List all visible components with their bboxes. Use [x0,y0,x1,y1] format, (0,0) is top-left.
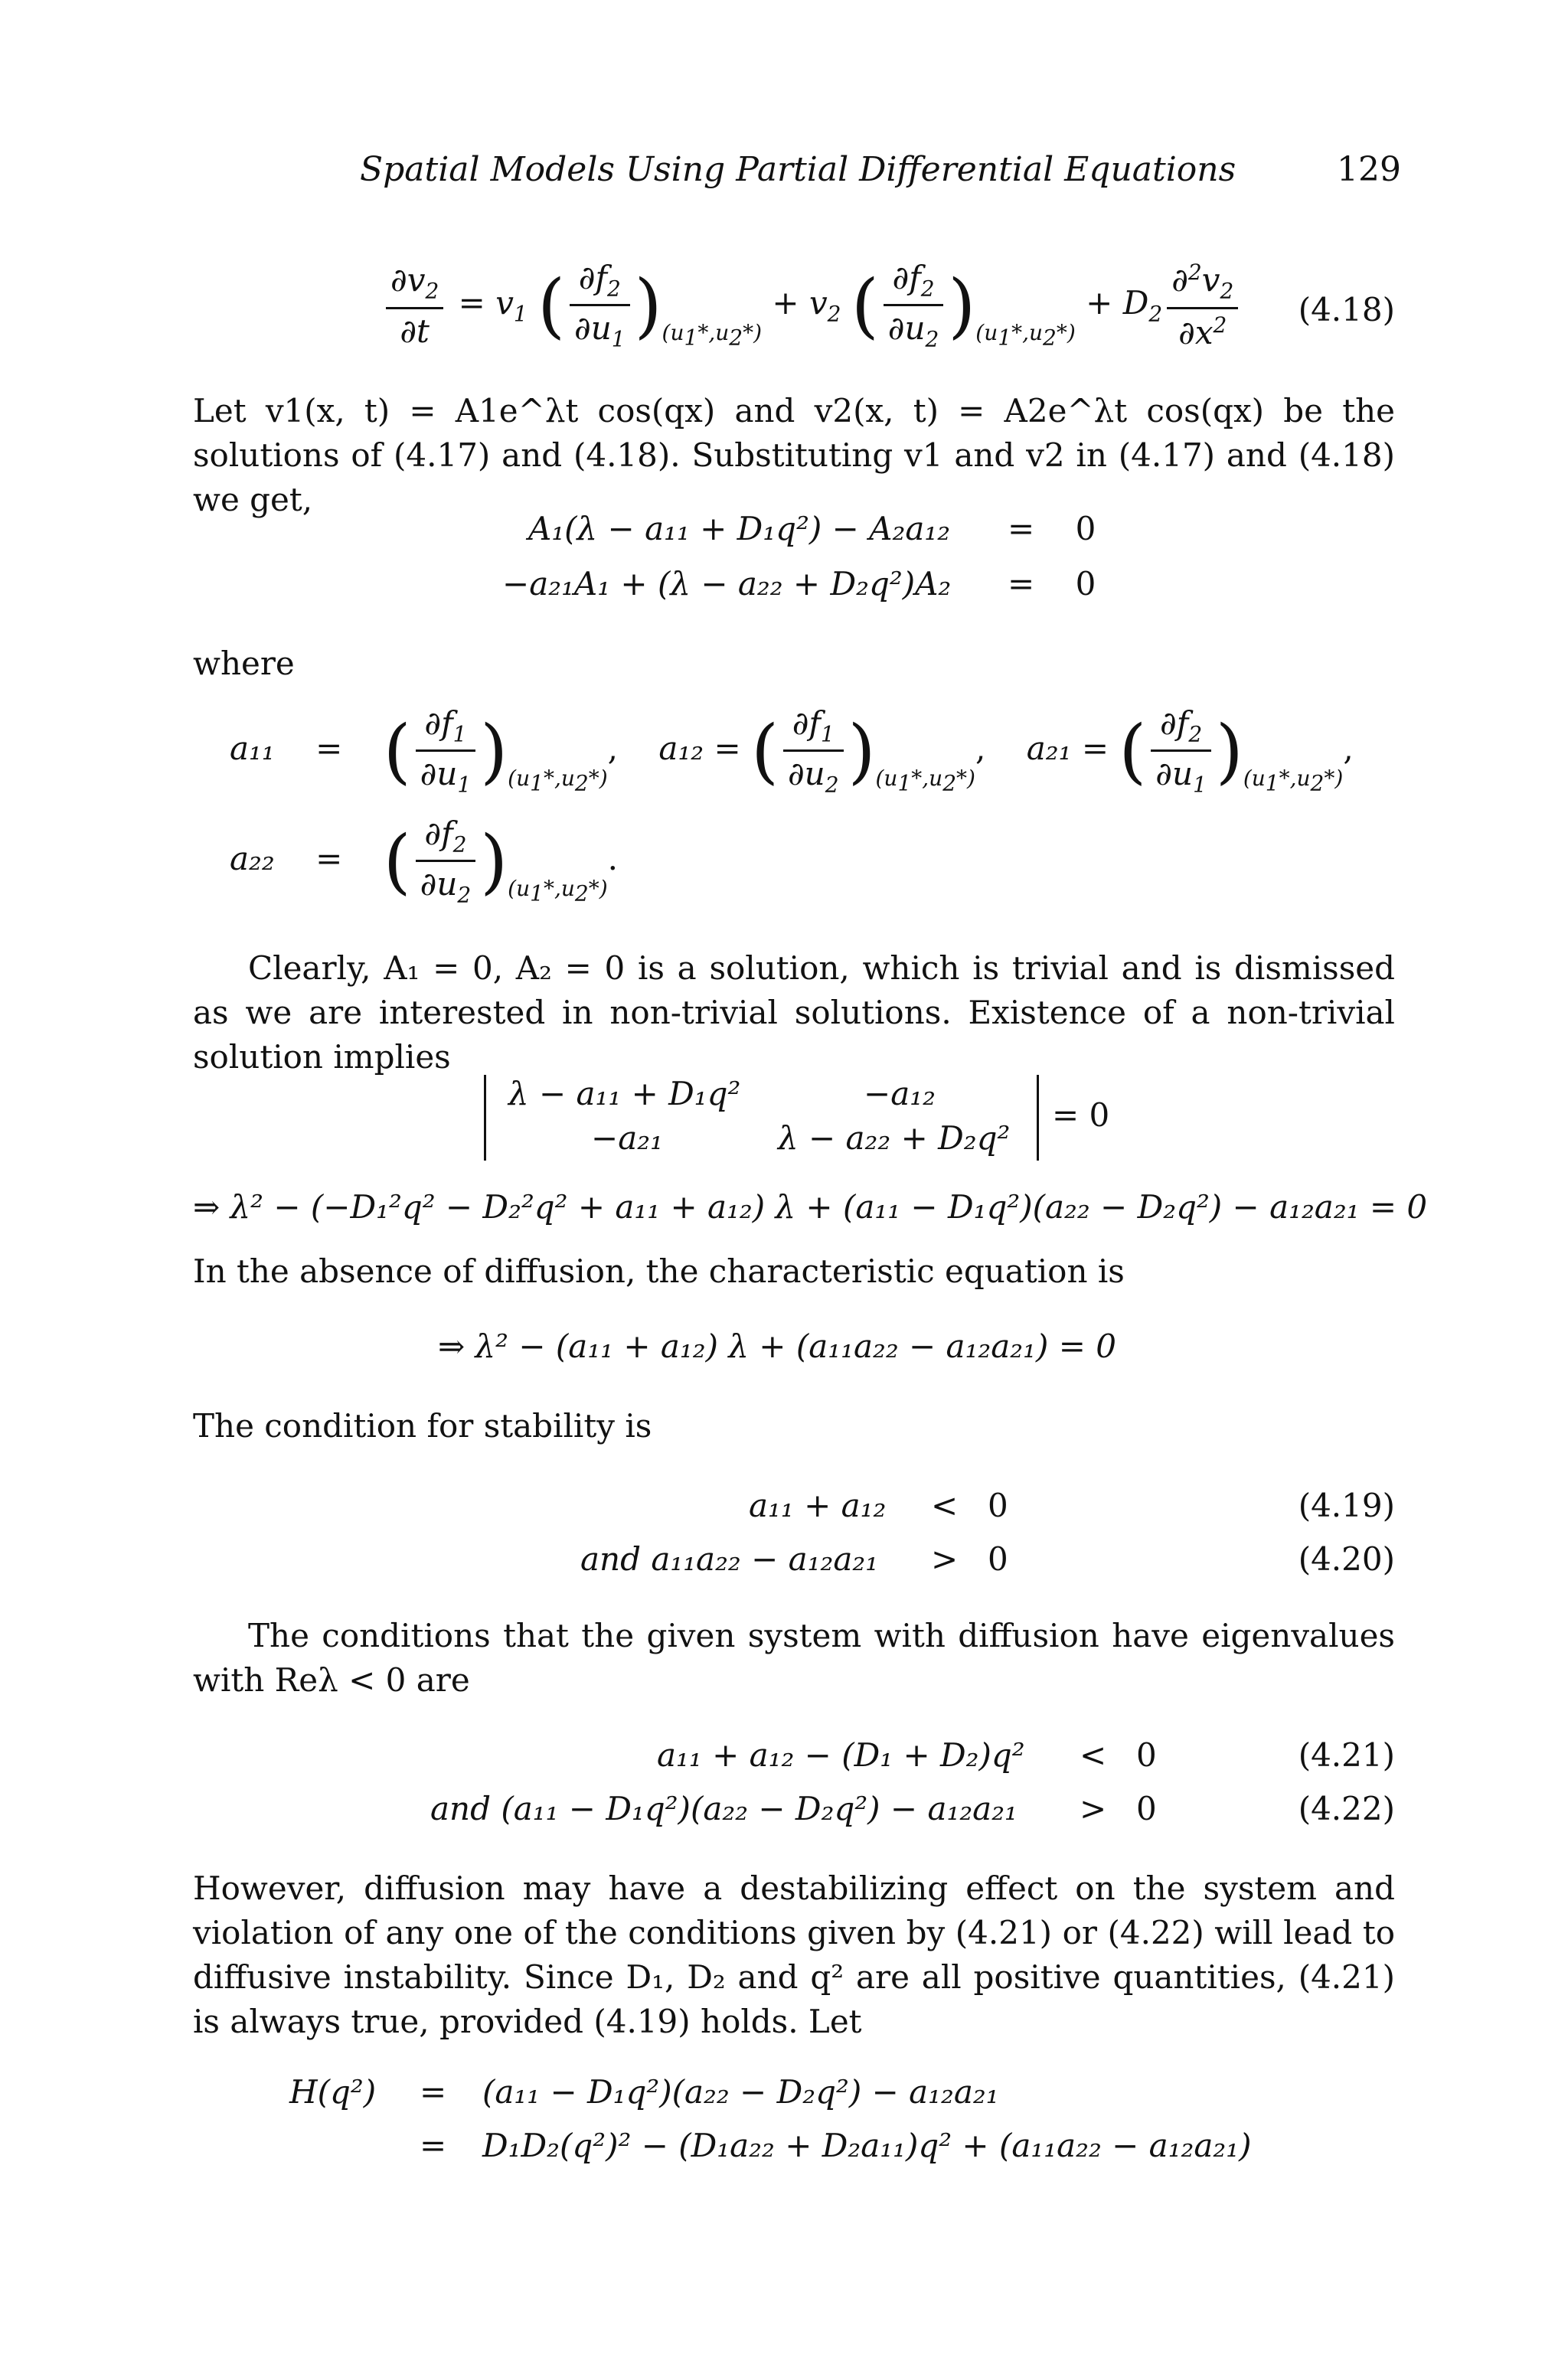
condition-4-21-rhs: 0 [1136,1736,1157,1774]
h-definition-lhs: H(q²) [289,2073,377,2111]
equation-number-4-20: (4.20) [1298,1540,1395,1578]
coefficient-definitions-row-1: a₁₁ = ( $\frac{\partial f_1}{\partial u_1}$ )$_{(u_1*,u_2*)}$, a₁₂ = ( $\frac{\partial f_1}{\partial u_2}$ )$_{(u_1*,u_2*)}$, a₂₁ = ( $\frac{\partial f_2}{\partial u_1}$ )$_{(u_1*,u_2*)}$, [230,704,1354,798]
coefficient-definitions-row-2: a₂₂ = ( $\frac{\partial f_2}{\partial u_2}$ )$_{(u_1*,u_2*)}$. [230,815,619,908]
determinant-r1c1: λ − a₁₁ + D₁q² [508,1075,741,1112]
condition-4-22-lhs: and (a₁₁ − D₁q²)(a₂₂ − D₂q²) − a₁₂a₂₁ [430,1790,1018,1827]
condition-4-21-rel: < [1080,1736,1107,1774]
condition-4-21-lhs: a₁₁ + a₁₂ − (D₁ + D₂)q² [657,1736,1025,1774]
determinant-r2c2: λ − a₂₂ + D₂q² [778,1119,1011,1157]
condition-4-22-rel: > [1080,1790,1107,1827]
condition-4-22-rhs: 0 [1136,1790,1157,1827]
paragraph-absence-of-diffusion: In the absence of diffusion, the characteristic equation is [193,1252,1125,1290]
h-definition-row-2: D₁D₂(q²)² − (D₁a₂₂ + D₂a₁₁)q² + (a₁₁a₂₂ − a₁₂a₂₁) [482,2127,1252,2164]
determinant-right-bar [1037,1075,1039,1161]
condition-4-19-rel: < [931,1487,959,1524]
h-definition-row-1: (a₁₁ − D₁q²)(a₂₂ − D₂q²) − a₁₂a₂₁ [482,2073,999,2111]
equation-number-4-21: (4.21) [1298,1736,1395,1774]
paragraph-however: However, diffusion may have a destabilizing effect on the system and violation of any one of the conditions given by (4.21) or (4.22) will lead to diffusive instability. Since D₁, D₂ and q² are all positive quantities, (4.21) is always true, provided (4.19) holds. Let [193,1869,1395,2040]
equation-number-4-19: (4.19) [1298,1487,1395,1524]
h-definition-eq-1: = [420,2073,447,2111]
determinant-left-bar [484,1075,486,1161]
system-row-2-lhs: −a₂₁A₁ + (λ − a₂₂ + D₂q²)A₂ [502,565,952,602]
condition-4-19-lhs: a₁₁ + a₁₂ [749,1487,887,1524]
system-row-1-rhs: = 0 [1008,510,1096,547]
running-title: Spatial Models Using Partial Differential Equations [360,150,1236,189]
determinant-rhs: = 0 [1052,1096,1110,1134]
system-row-2-rhs: = 0 [1008,565,1096,602]
condition-4-19-rhs: 0 [988,1487,1008,1524]
determinant-r1c2: −a₁₂ [864,1075,936,1112]
characteristic-equation-no-diffusion: ⇒ λ² − (a₁₁ + a₁₂) λ + (a₁₁a₂₂ − a₁₂a₂₁) = 0 [438,1327,1116,1365]
condition-4-20-rhs: 0 [988,1540,1008,1578]
paragraph-clearly: Clearly, A₁ = 0, A₂ = 0 is a solution, which is trivial and is dismissed as we are interested in non-trivial solutions. Existence of a non-trivial solution implies [193,949,1395,1076]
equation-number-4-22: (4.22) [1298,1790,1395,1827]
determinant-r2c1: −a₂₁ [591,1119,663,1157]
paragraph-let: Let v1(x, t) = A1e^λt cos(qx) and v2(x, t) = A2e^λt cos(qx) be the solutions of (4.17) and (4.18). Substituting v1 and v2 in (4.17) and (4.18) we get, [193,392,1395,518]
condition-4-20-rel: > [931,1540,959,1578]
condition-4-20-lhs: and a₁₁a₂₂ − a₁₂a₂₁ [580,1540,879,1578]
h-definition-eq-2: = [420,2127,447,2164]
page-number: 129 [1337,150,1401,189]
paragraph-stability: The condition for stability is [193,1407,652,1445]
characteristic-equation-with-diffusion: ⇒ λ² − (−D₁²q² − D₂²q² + a₁₁ + a₁₂) λ + (a₁₁ − D₁q²)(a₂₂ − D₂q²) − a₁₂a₂₁ = 0 [193,1188,1428,1226]
running-header [360,150,1401,189]
equation-number-4-18: (4.18) [1298,291,1395,328]
word-where: where [193,645,295,682]
system-row-1-lhs: A₁(λ − a₁₁ + D₁q²) − A₂a₁₂ [528,510,951,547]
paragraph-conditions-with-diffusion: The conditions that the given system with diffusion have eigenvalues with Reλ < 0 are [193,1617,1395,1699]
equation-4-18: $\frac{\partial v_2}{\partial t}$ = $v_1$ ( $\frac{\partial f_2}{\partial u_1}$ )$_{(u_1*,u_2*)} + v_2$ ( $\frac{\partial f_2}{\partial u_2}$ )$_{(u_1*,u_2*)} + D_2$ $\frac{\partial^2v_2}{\partial x^2}$ [381,259,1243,352]
